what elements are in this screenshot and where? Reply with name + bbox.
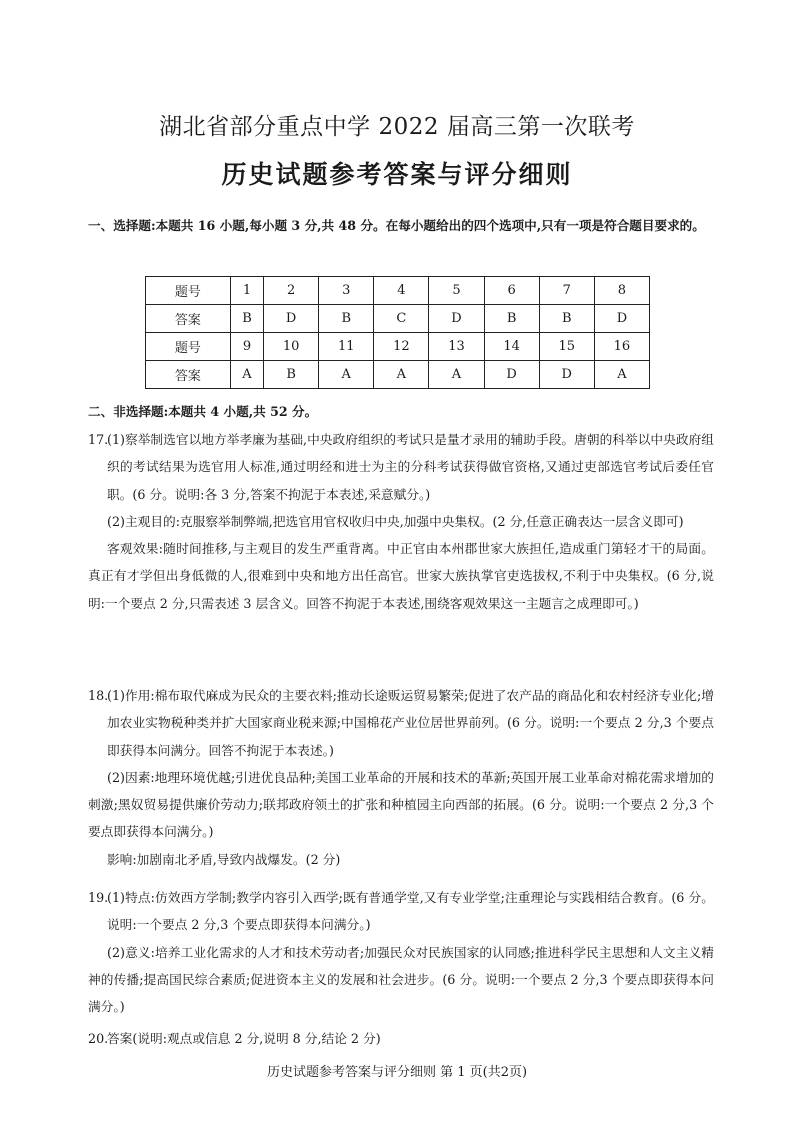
- answer-paragraph: 答案(说明:观点或信息 2 分,说明 8 分,结论 2 分): [107, 1031, 381, 1046]
- table-cell: 10: [264, 333, 319, 361]
- table-cell: A: [374, 361, 429, 389]
- answer-paragraph: 客观效果:随时间推移,与主观目的发生严重背离。中正官由本州郡世家大族担任,造成重门第轻才干的局面。真正有才学但出身低微的人,很难到中央和地方出任高官。世家大族执掌官吏选拔权,不利于中央集权。(6 分,说明:一个要点 2 分,只需表述 3 层含义。回答不拘泥于本表述,围绕客观效果这一主题言之成理即可。): [88, 541, 714, 611]
- table-cell: C: [374, 305, 429, 333]
- table-cell: 11: [319, 333, 374, 361]
- question-17: [88, 426, 714, 617]
- table-cell: B: [230, 305, 263, 333]
- table-cell: 8: [594, 277, 649, 305]
- row-label: 答案: [146, 361, 231, 389]
- question-19: [88, 884, 714, 1020]
- table-cell: B: [484, 305, 539, 333]
- table-cell: 3: [319, 277, 374, 305]
- table-row: [146, 333, 650, 361]
- row-label: 题号: [146, 333, 231, 361]
- answer-paragraph: 影响:加剧南北矛盾,导致内战爆发。(2 分): [107, 851, 341, 867]
- table-cell: 2: [264, 277, 319, 305]
- answer-table: [145, 276, 650, 389]
- answer-paragraph: (1)特点:仿效西方学制;教学内容引入西学;既有普通学堂,又有专业学堂;注重理论与实践相结合教育。(6 分。说明:一个要点 2 分,3 个要点即获得本问满分。): [107, 890, 714, 933]
- table-cell: 15: [539, 333, 594, 361]
- table-cell: 13: [429, 333, 484, 361]
- question-number: 20.: [88, 1031, 109, 1046]
- table-cell: 14: [484, 333, 539, 361]
- answer-paragraph: (2)意义:培养工业化需求的人才和技术劳动者;加强民众对民族国家的认同感;推进科学民主思想和人文主义精神的传播;提高国民综合素质;促进资本主义的发展和社会进步。(6 分。说明:一个要点 2 分,3 个要点即获得本问满分。): [88, 944, 714, 1015]
- table-cell: A: [594, 361, 649, 389]
- table-cell: 4: [374, 277, 429, 305]
- question-18: [88, 682, 714, 873]
- table-cell: 16: [594, 333, 649, 361]
- table-cell: B: [264, 361, 319, 389]
- row-label: 答案: [146, 305, 231, 333]
- table-cell: A: [429, 361, 484, 389]
- answer-paragraph: (2)因素:地理环境优越;引进优良品种;美国工业革命的开展和技术的革新;英国开展工业革命对棉花需求增加的刺激;黑奴贸易提供廉价劳动力;联邦政府领土的扩张和种植园主向西部的拓展。(6 分。说明:一个要点 2 分,3 个要点即获得本问满分。): [88, 769, 714, 840]
- table-cell: D: [264, 305, 319, 333]
- row-label: 题号: [146, 277, 231, 305]
- table-row: [146, 361, 650, 389]
- table-cell: D: [429, 305, 484, 333]
- document-subtitle: 历史试题参考答案与评分细则: [221, 160, 573, 189]
- answer-paragraph: (1)作用:棉布取代麻成为民众的主要衣料;推动长途贩运贸易繁荣;促进了农产品的商品化和农村经济专业化;增加农业实物税种类并扩大国家商业税来源;中国棉花产业位居世界前列。(6 分。说明:一个要点 2 分,3 个要点即获得本问满分。回答不拘泥于本表述。): [107, 688, 714, 758]
- question-number: 17.: [88, 432, 109, 447]
- table-cell: A: [319, 361, 374, 389]
- question-number: 18.: [88, 688, 109, 703]
- table-cell: D: [594, 305, 649, 333]
- answer-paragraph: (1)察举制选官以地方举孝廉为基础,中央政府组织的考试只是量才录用的辅助手段。唐朝的科举以中央政府组织的考试结果为选官用人标准,通过明经和进士为主的分科考试获得做官资格,又通过吏部选官考试后委任官职。(6 分。说明:各 3 分,答案不拘泥于本表述,采意赋分。): [107, 432, 714, 502]
- page-footer: 历史试题参考答案与评分细则 第 1 页(共2页): [266, 1065, 528, 1080]
- answer-paragraph: (2)主观目的:克服察举制弊端,把选官用官权收归中央,加强中央集权。(2 分,任意正确表达一层含义即可): [107, 513, 684, 529]
- section2-heading: 二、非选择题:本题共 4 小题,共 52 分。: [88, 404, 318, 419]
- question-number: 19.: [88, 890, 109, 905]
- table-cell: 6: [484, 277, 539, 305]
- question-20: [88, 1025, 714, 1052]
- table-cell: 12: [374, 333, 429, 361]
- table-cell: D: [484, 361, 539, 389]
- table-cell: A: [230, 361, 263, 389]
- table-cell: 7: [539, 277, 594, 305]
- section1-heading: 一、选择题:本题共 16 小题,每小题 3 分,共 48 分。在每小题给出的四个选项中,只有一项是符合题目要求的。: [88, 218, 705, 233]
- table-row: [146, 277, 650, 305]
- table-cell: 1: [230, 277, 263, 305]
- table-cell: 9: [230, 333, 263, 361]
- table-row: [146, 305, 650, 333]
- exam-title: 湖北省部分重点中学 2022 届高三第一次联考: [159, 114, 635, 140]
- table-cell: 5: [429, 277, 484, 305]
- table-cell: B: [539, 305, 594, 333]
- table-cell: D: [539, 361, 594, 389]
- table-cell: B: [319, 305, 374, 333]
